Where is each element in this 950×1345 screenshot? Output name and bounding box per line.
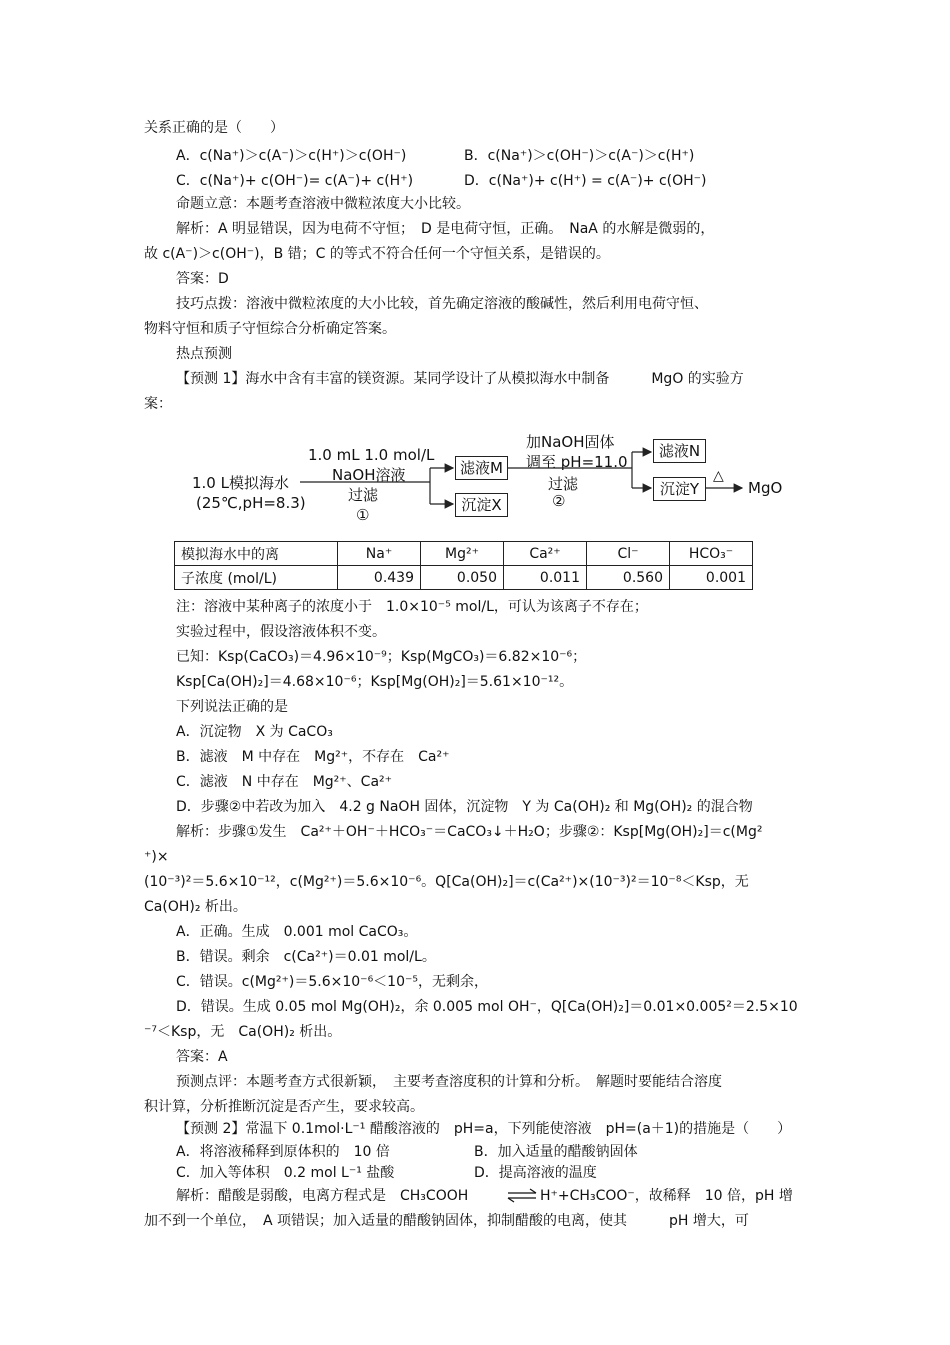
flow-step2-number: ② xyxy=(552,492,566,510)
flow-step1-reagent: 1.0 mL 1.0 mol/L xyxy=(308,446,435,464)
flow-start-condition: (25℃,pH=8.3) xyxy=(196,494,306,512)
option-d: D．c(Na⁺)+ c(H⁺) = c(A⁻)+ c(OH⁻) xyxy=(464,173,707,189)
choice-a: A．沉淀物 X 为 CaCO₃ xyxy=(176,724,333,740)
prediction-2-analysis-1a: 解析：醋酸是弱酸，电离方程式是 CH₃COOH xyxy=(176,1188,469,1204)
solution-b: B．错误。剩余 c(Ca²⁺)＝0.01 mol/L。 xyxy=(176,949,436,965)
analysis-line-2: 故 c(A⁻)＞c(OH⁻)，B 错；C 的等式不符合任何一个守恒关系，是错误的。 xyxy=(144,246,610,262)
solution-d: D．错误。生成 0.05 mol Mg(OH)₂，余 0.005 mol OH⁻，Q[Ca(OH)₂]＝0.01×0.005²＝2.5×10 xyxy=(176,999,798,1015)
note-line-2: 实验过程中，假设溶液体积不变。 xyxy=(176,624,386,640)
table-header-cell: Na⁺ xyxy=(338,542,421,566)
ion-concentration-table xyxy=(174,541,753,590)
comment-line-1: 预测点评：本题考查方式很新颖， 主要考查溶度积的计算和分析。 解题时要能结合溶度 xyxy=(176,1074,722,1090)
solution-line-4: Ca(OH)₂ 析出。 xyxy=(144,899,247,915)
solution-c: C．错误。c(Mg²⁺)＝5.6×10⁻⁶＜10⁻⁵，无剩余， xyxy=(176,974,488,990)
comment-line-2: 积计算，分析推断沉淀是否产生，要求较高。 xyxy=(144,1099,424,1115)
flow-step1-reagent-2: NaOH溶液 xyxy=(332,466,406,484)
prediction-1-stem: 【预测 1】海水中含有丰富的镁资源。某同学设计了从模拟海水中制备 MgO 的实验方 xyxy=(176,371,744,387)
known-line-1: 已知：Ksp(CaCO₃)＝4.96×10⁻⁹；Ksp(MgCO₃)＝6.82×10⁻⁶； xyxy=(176,649,587,665)
flow-step1-operation: 过滤 xyxy=(348,486,379,504)
flow-heat-symbol: △ xyxy=(713,468,724,484)
option-a: A．c(Na⁺)＞c(A⁻)＞c(H⁺)＞c(OH⁻) xyxy=(176,148,407,164)
choice-c: C．滤液 N 中存在 Mg²⁺、Ca²⁺ xyxy=(176,774,393,790)
note-line-1: 注：溶液中某种离子的浓度小于 1.0×10⁻⁵ mol/L，可认为该离子不存在； xyxy=(176,599,648,615)
answer-1: 答案：D xyxy=(176,271,229,287)
table-header-cell: HCO₃⁻ xyxy=(670,542,753,566)
flow-box-precipitate-x: 沉淀X xyxy=(455,493,508,517)
question-stem: 关系正确的是（ ） xyxy=(144,120,284,136)
question-prompt: 下列说法正确的是 xyxy=(176,699,288,715)
flow-step2-reagent: 加NaOH固体 xyxy=(526,433,615,451)
flow-step2-condition: 调至 pH=11.0 xyxy=(526,453,628,471)
prediction-2-option-a: A．将溶液稀释到原体积的 10 倍 xyxy=(176,1144,390,1160)
flow-product: MgO xyxy=(748,479,783,497)
tips-line-2: 物料守恒和质子守恒综合分析确定答案。 xyxy=(144,321,396,337)
option-b: B．c(Na⁺)＞c(OH⁻)＞c(A⁻)＞c(H⁺) xyxy=(464,148,695,164)
flow-box-filtrate-m: 滤液M xyxy=(455,456,508,480)
option-c: C．c(Na⁺)+ c(OH⁻)= c(A⁻)+ c(H⁺) xyxy=(176,173,414,189)
choice-d: D．步骤②中若改为加入 4.2 g NaOH 固体，沉淀物 Y 为 Ca(OH)₂ 和 Mg(OH)₂ 的混合物 xyxy=(176,799,753,815)
prediction-2-analysis-1b: H⁺+CH₃COO⁻，故稀释 10 倍，pH 增 xyxy=(540,1188,793,1204)
prediction-2-analysis-2: 加不到一个单位， A 项错误；加入适量的醋酸钠固体，抑制醋酸的电离，使其 pH 增大，可 xyxy=(144,1213,749,1229)
prediction-2-option-c: C．加入等体积 0.2 mol L⁻¹ 盐酸 xyxy=(176,1165,395,1181)
table-cell: 0.001 xyxy=(670,566,753,590)
table-row-label: 子浓度 (mol/L) xyxy=(175,566,338,590)
answer-2: 答案：A xyxy=(176,1049,228,1065)
table-row xyxy=(175,566,753,590)
solution-line-2: ⁺)× xyxy=(144,849,169,865)
flow-box-filtrate-n: 滤液N xyxy=(653,439,706,463)
tips-line-1: 技巧点拨：溶液中微粒浓度的大小比较，首先确定溶液的酸碱性，然后利用电荷守恒、 xyxy=(176,296,708,312)
table-header-cell: Ca²⁺ xyxy=(504,542,587,566)
equilibrium-arrow-icon xyxy=(506,1187,538,1205)
flow-start-label: 1.0 L模拟海水 xyxy=(192,474,289,492)
prediction-2-option-b: B．加入适量的醋酸钠固体 xyxy=(474,1144,638,1160)
table-cell: 0.050 xyxy=(421,566,504,590)
table-header-cell: Mg²⁺ xyxy=(421,542,504,566)
flow-box-precipitate-y: 沉淀Y xyxy=(653,477,706,501)
table-header-cell: Cl⁻ xyxy=(587,542,670,566)
solution-d-cont: ⁻⁷＜Ksp，无 Ca(OH)₂ 析出。 xyxy=(144,1024,342,1040)
solution-line-3: (10⁻³)²＝5.6×10⁻¹²，c(Mg²⁺)＝5.6×10⁻⁶。Q[Ca(OH)₂]＝c(Ca²⁺)×(10⁻³)²＝10⁻⁸＜Ksp，无 xyxy=(144,874,749,890)
flow-step1-number: ① xyxy=(356,506,370,524)
table-cell: 0.439 xyxy=(338,566,421,590)
prediction-2-option-d: D．提高溶液的温度 xyxy=(474,1165,597,1181)
known-line-2: Ksp[Ca(OH)₂]＝4.68×10⁻⁶；Ksp[Mg(OH)₂]＝5.61×10⁻¹²。 xyxy=(176,674,574,690)
analysis-line-1: 解析：A 明显错误，因为电荷不守恒； D 是电荷守恒，正确。 NaA 的水解是微弱的， xyxy=(176,221,715,237)
flow-step2-operation: 过滤 xyxy=(548,475,579,493)
prediction-1-stem-cont: 案： xyxy=(144,396,172,412)
prediction-2-stem: 【预测 2】常温下 0.1mol·L⁻¹ 醋酸溶液的 pH=a，下列能使溶液 pH=(a＋1)的措施是（ ） xyxy=(176,1121,792,1137)
table-cell: 0.011 xyxy=(504,566,587,590)
table-cell: 0.560 xyxy=(587,566,670,590)
table-row xyxy=(175,542,753,566)
section-heading: 热点预测 xyxy=(176,346,232,362)
solution-line-1: 解析：步骤①发生 Ca²⁺＋OH⁻＋HCO₃⁻＝CaCO₃↓＋H₂O；步骤②：Ksp[Mg(OH)₂]＝c(Mg² xyxy=(176,824,763,840)
table-row-label: 模拟海水中的离 xyxy=(175,542,338,566)
choice-b: B．滤液 M 中存在 Mg²⁺，不存在 Ca²⁺ xyxy=(176,749,450,765)
solution-a: A．正确。生成 0.001 mol CaCO₃。 xyxy=(176,924,418,940)
proposition-intent: 命题立意：本题考查溶液中微粒浓度大小比较。 xyxy=(176,196,470,212)
flow-arrows xyxy=(0,0,950,560)
